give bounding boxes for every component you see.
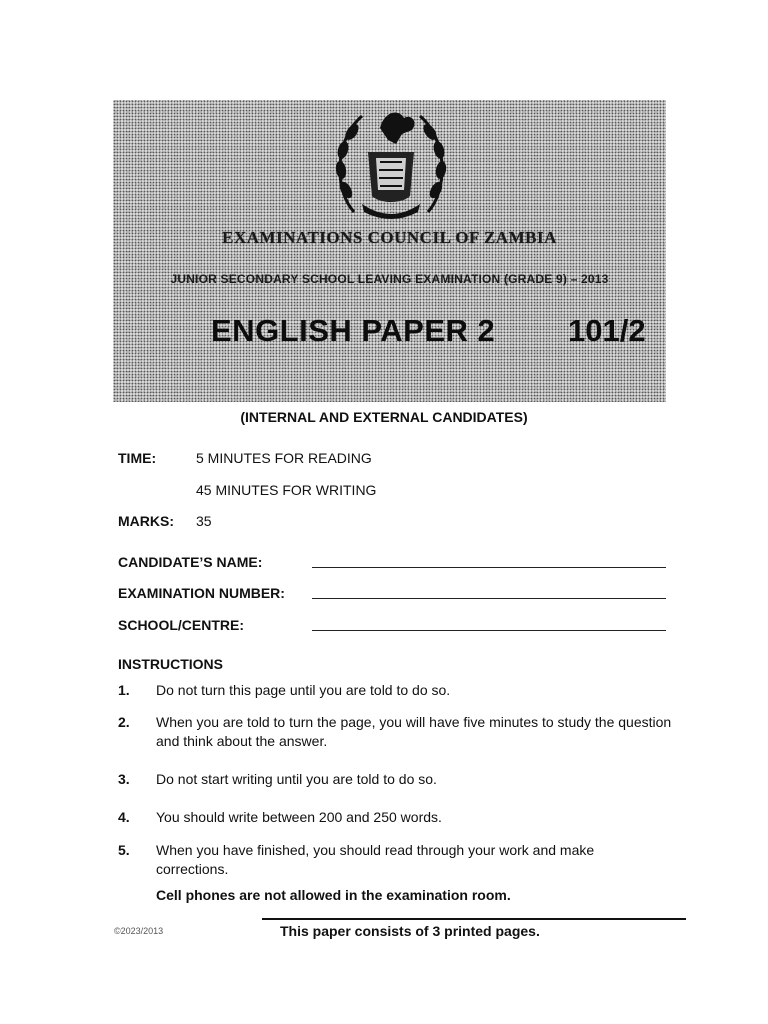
instruction-text: Do not turn this page until you are told to do so. — [156, 682, 451, 698]
marks-label: MARKS: — [118, 513, 174, 529]
instructions-heading: INSTRUCTIONS — [118, 656, 223, 672]
reading-time: 5 MINUTES FOR READING — [196, 450, 372, 466]
footer-code: ©2023/2013 — [114, 926, 164, 936]
instruction-number: 3. — [118, 771, 130, 787]
coat-of-arms-emblem — [332, 100, 450, 224]
header-banner — [113, 100, 666, 402]
instruction-text: When you are told to turn the page, you will have five minutes to study the question and think about the answer. — [156, 714, 672, 749]
instruction-text: You should write between 200 and 250 words. — [156, 809, 442, 825]
paper-code: 101/2 — [568, 313, 646, 348]
pages-note: This paper consists of 3 printed pages. — [280, 923, 540, 939]
instruction-number: 5. — [118, 842, 130, 858]
instruction-number: 4. — [118, 809, 130, 825]
instruction-number: 1. — [118, 682, 130, 698]
school-centre-line[interactable] — [312, 630, 666, 631]
candidate-name-line[interactable] — [312, 567, 666, 568]
exam-title: JUNIOR SECONDARY SCHOOL LEAVING EXAMINATION (GRADE 9) – 2013 — [170, 272, 609, 286]
instruction-text: When you have finished, you should read through your work and make corrections. — [156, 842, 595, 877]
candidate-name-label: CANDIDATE’S NAME: — [118, 554, 263, 570]
council-name: EXAMINATIONS COUNCIL OF ZAMBIA — [222, 228, 557, 247]
paper-title: ENGLISH PAPER 2 — [211, 313, 496, 348]
exam-number-line[interactable] — [312, 598, 666, 599]
footer-divider — [262, 918, 686, 920]
instruction-text: Do not start writing until you are told to do so. — [156, 771, 437, 787]
marks-value: 35 — [196, 513, 212, 529]
writing-time: 45 MINUTES FOR WRITING — [196, 482, 377, 498]
school-centre-label: SCHOOL/CENTRE: — [118, 617, 244, 633]
cell-phone-note: Cell phones are not allowed in the examination room. — [156, 887, 511, 903]
exam-number-label: EXAMINATION NUMBER: — [118, 585, 285, 601]
time-label: TIME: — [118, 450, 157, 466]
candidates-subtitle: (INTERNAL AND EXTERNAL CANDIDATES) — [240, 409, 528, 425]
instruction-number: 2. — [118, 714, 130, 730]
